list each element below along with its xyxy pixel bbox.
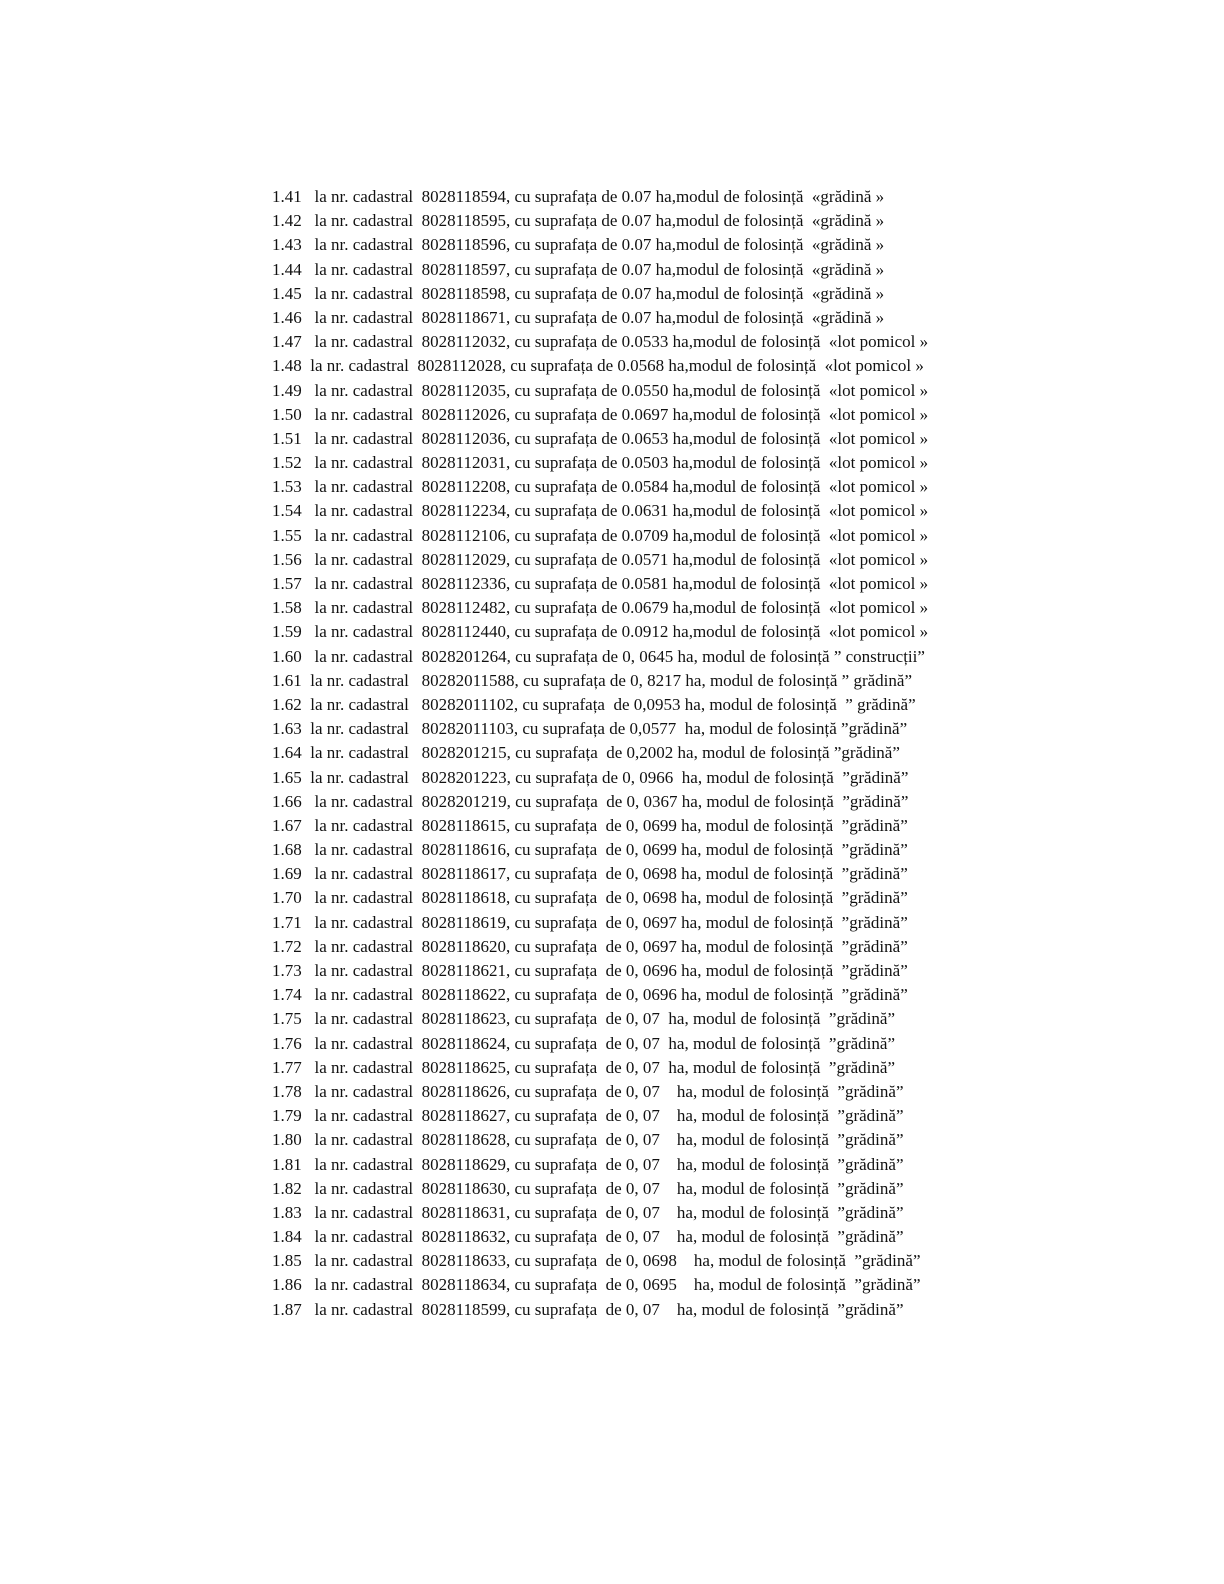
cadastral-entry: 1.86 la nr. cadastral 8028118634, cu suprafața de 0, 0695 ha, modul de folosință ”grădină” xyxy=(272,1275,921,1295)
cadastral-entry: 1.51 la nr. cadastral 8028112036, cu suprafața de 0.0653 ha,modul de folosință «lot pomicol » xyxy=(272,428,929,448)
cadastral-entry: 1.85 la nr. cadastral 8028118633, cu suprafața de 0, 0698 ha, modul de folosință ”grădină” xyxy=(272,1251,921,1271)
cadastral-entry: 1.55 la nr. cadastral 8028112106, cu suprafața de 0.0709 ha,modul de folosință «lot pomicol » xyxy=(272,525,929,545)
cadastral-entry: 1.75 la nr. cadastral 8028118623, cu suprafața de 0, 07 ha, modul de folosință ”grădină” xyxy=(272,1009,895,1029)
cadastral-entry: 1.43 la nr. cadastral 8028118596, cu suprafața de 0.07 ha,modul de folosință «grădină » xyxy=(272,235,885,255)
cadastral-entry: 1.47 la nr. cadastral 8028112032, cu suprafața de 0.0533 ha,modul de folosință «lot pomicol » xyxy=(272,332,929,352)
cadastral-entry: 1.72 la nr. cadastral 8028118620, cu suprafața de 0, 0697 ha, modul de folosință ”grădină” xyxy=(272,936,908,956)
cadastral-entry: 1.66 la nr. cadastral 8028201219, cu suprafața de 0, 0367 ha, modul de folosință ”grădină” xyxy=(272,791,909,811)
cadastral-entry: 1.53 la nr. cadastral 8028112208, cu suprafața de 0.0584 ha,modul de folosință «lot pomicol » xyxy=(272,477,929,497)
cadastral-entry: 1.65 la nr. cadastral 8028201223, cu suprafața de 0, 0966 ha, modul de folosință ”grădină” xyxy=(272,767,909,787)
cadastral-entry: 1.60 la nr. cadastral 8028201264, cu suprafața de 0, 0645 ha, modul de folosință ” construcții” xyxy=(272,646,925,666)
cadastral-entry: 1.44 la nr. cadastral 8028118597, cu suprafața de 0.07 ha,modul de folosință «grădină » xyxy=(272,259,885,279)
cadastral-entry: 1.83 la nr. cadastral 8028118631, cu suprafața de 0, 07 ha, modul de folosință ”grădină” xyxy=(272,1202,904,1222)
cadastral-entry: 1.50 la nr. cadastral 8028112026, cu suprafața de 0.0697 ha,modul de folosință «lot pomicol » xyxy=(272,404,929,424)
cadastral-entry: 1.49 la nr. cadastral 8028112035, cu suprafața de 0.0550 ha,modul de folosință «lot pomicol » xyxy=(272,380,929,400)
cadastral-entry: 1.70 la nr. cadastral 8028118618, cu suprafața de 0, 0698 ha, modul de folosință ”grădină” xyxy=(272,888,908,908)
cadastral-entry: 1.78 la nr. cadastral 8028118626, cu suprafața de 0, 07 ha, modul de folosință ”grădină” xyxy=(272,1081,904,1101)
cadastral-entry: 1.56 la nr. cadastral 8028112029, cu suprafața de 0.0571 ha,modul de folosință «lot pomicol » xyxy=(272,549,929,569)
cadastral-entry: 1.80 la nr. cadastral 8028118628, cu suprafața de 0, 07 ha, modul de folosință ”grădină” xyxy=(272,1130,904,1150)
cadastral-entry: 1.81 la nr. cadastral 8028118629, cu suprafața de 0, 07 ha, modul de folosință ”grădină” xyxy=(272,1154,904,1174)
cadastral-entry: 1.62 la nr. cadastral 80282011102, cu suprafața de 0,0953 ha, modul de folosință ” grădină” xyxy=(272,694,916,714)
cadastral-entry: 1.76 la nr. cadastral 8028118624, cu suprafața de 0, 07 ha, modul de folosință ”grădină” xyxy=(272,1033,895,1053)
cadastral-entry: 1.59 la nr. cadastral 8028112440, cu suprafața de 0.0912 ha,modul de folosință «lot pomicol » xyxy=(272,622,929,642)
cadastral-entry: 1.46 la nr. cadastral 8028118671, cu suprafața de 0.07 ha,modul de folosință «grădină » xyxy=(272,307,885,327)
cadastral-entry: 1.41 la nr. cadastral 8028118594, cu suprafața de 0.07 ha,modul de folosință «grădină » xyxy=(272,187,885,206)
cadastral-entry: 1.45 la nr. cadastral 8028118598, cu suprafața de 0.07 ha,modul de folosință «grădină » xyxy=(272,283,885,303)
cadastral-entry: 1.52 la nr. cadastral 8028112031, cu suprafața de 0.0503 ha,modul de folosință «lot pomicol » xyxy=(272,453,929,473)
cadastral-entry: 1.73 la nr. cadastral 8028118621, cu suprafața de 0, 0696 ha, modul de folosință ”grădină” xyxy=(272,961,908,980)
cadastral-entry: 1.61 la nr. cadastral 80282011588, cu suprafața de 0, 8217 ha, modul de folosință ” grădină” xyxy=(272,670,912,690)
cadastral-entry: 1.48 la nr. cadastral 8028112028, cu suprafața de 0.0568 ha,modul de folosință «lot pomicol » xyxy=(272,356,924,376)
cadastral-entry: 1.71 la nr. cadastral 8028118619, cu suprafața de 0, 0697 ha, modul de folosință ”grădină” xyxy=(272,912,908,932)
cadastral-entry: 1.63 la nr. cadastral 80282011103, cu suprafața de 0,0577 ha, modul de folosință ”grădină” xyxy=(272,719,908,739)
cadastral-list xyxy=(272,185,1012,1322)
cadastral-entry: 1.69 la nr. cadastral 8028118617, cu suprafața de 0, 0698 ha, modul de folosință ”grădină” xyxy=(272,864,908,884)
cadastral-entry: 1.87 la nr. cadastral 8028118599, cu suprafața de 0, 07 ha, modul de folosință ”grădină” xyxy=(272,1299,904,1319)
cadastral-entry: 1.84 la nr. cadastral 8028118632, cu suprafața de 0, 07 ha, modul de folosință ”grădină” xyxy=(272,1227,904,1247)
cadastral-entry: 1.79 la nr. cadastral 8028118627, cu suprafața de 0, 07 ha, modul de folosință ”grădină” xyxy=(272,1106,904,1126)
cadastral-entry: 1.54 la nr. cadastral 8028112234, cu suprafața de 0.0631 ha,modul de folosință «lot pomicol » xyxy=(272,501,929,521)
cadastral-entry: 1.77 la nr. cadastral 8028118625, cu suprafața de 0, 07 ha, modul de folosință ”grădină” xyxy=(272,1057,895,1077)
cadastral-entry: 1.64 la nr. cadastral 8028201215, cu suprafața de 0,2002 ha, modul de folosință ”grădină” xyxy=(272,743,900,763)
cadastral-entry: 1.67 la nr. cadastral 8028118615, cu suprafața de 0, 0699 ha, modul de folosință ”grădină” xyxy=(272,815,908,835)
cadastral-entry: 1.74 la nr. cadastral 8028118622, cu suprafața de 0, 0696 ha, modul de folosință ”grădină” xyxy=(272,985,908,1005)
cadastral-entry: 1.57 la nr. cadastral 8028112336, cu suprafața de 0.0581 ha,modul de folosință «lot pomicol » xyxy=(272,574,929,593)
cadastral-entry: 1.82 la nr. cadastral 8028118630, cu suprafața de 0, 07 ha, modul de folosință ”grădină” xyxy=(272,1178,904,1198)
cadastral-entry: 1.58 la nr. cadastral 8028112482, cu suprafața de 0.0679 ha,modul de folosință «lot pomicol » xyxy=(272,598,929,618)
cadastral-entry: 1.68 la nr. cadastral 8028118616, cu suprafața de 0, 0699 ha, modul de folosință ”grădină” xyxy=(272,840,908,860)
cadastral-entry: 1.42 la nr. cadastral 8028118595, cu suprafața de 0.07 ha,modul de folosință «grădină » xyxy=(272,211,885,231)
